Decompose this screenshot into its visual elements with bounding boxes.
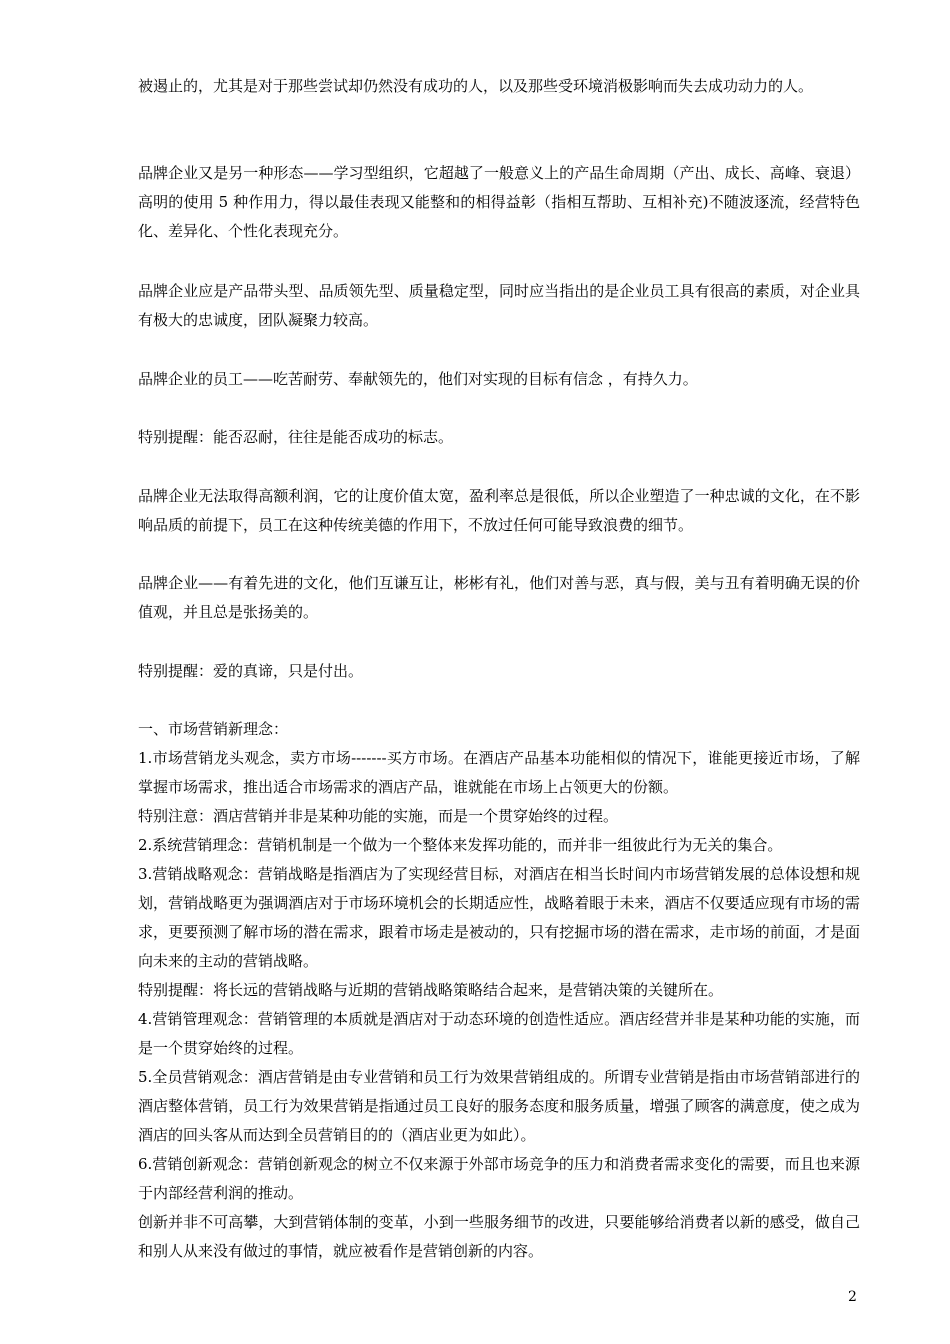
section-item-6: 6.营销创新观念：营销创新观念的树立不仅来源于外部市场竞争的压力和消费者需求变化的需要，而且也来源于内部经营利润的推动。	[138, 1155, 860, 1202]
paragraph-7: 品牌企业——有着先进的文化，他们互谦互让，彬彬有礼，他们对善与恶，真与假，美与丑有着明确无误的价值观，并且总是张扬美的。	[138, 574, 860, 621]
section-item-1: 1.市场营销龙头观念，卖方市场-------买方市场。在酒店产品基本功能相似的情况下，谁能更接近市场，了解掌握市场需求，推出适合市场需求的酒店产品，谁就能在市场上占领更大的份额。	[138, 749, 860, 796]
paragraph-2: 品牌企业又是另一种形态——学习型组织，它超越了一般意义上的产品生命周期（产出、成长、高峰、衰退）高明的使用 5 种作用力，得以最佳表现又能整和的相得益彰（指相互帮助、互相补充)不随波逐流，经营特色化、差异化、个性化表现充分。	[138, 164, 860, 240]
paragraph-3: 品牌企业应是产品带头型、品质领先型、质量稳定型，同时应当指出的是企业员工具有很高的素质，对企业具有极大的忠诚度，团队凝聚力较高。	[138, 282, 860, 329]
page-number: 2	[848, 1289, 857, 1305]
section-item-2: 2.系统营销理念：营销机制是一个做为一个整体来发挥功能的，而并非一组彼此行为无关的集合。	[138, 836, 783, 854]
section-note-2: 特别提醒：将长远的营销战略与近期的营销战略策略结合起来，是营销决策的关键所在。	[138, 981, 724, 999]
section-heading: 一、市场营销新理念：	[138, 720, 289, 738]
paragraph-5: 特别提醒：能否忍耐，往往是能否成功的标志。	[138, 428, 454, 446]
section-note-1: 特别注意：酒店营销并非是某种功能的实施，而是一个贯穿始终的过程。	[138, 807, 619, 825]
section-item-3: 3.营销战略观念：营销战略是指酒店为了实现经营目标，对酒店在相当长时间内市场营销发展的总体设想和规划，营销战略更为强调酒店对于市场环境机会的长期适应性，战略着眼于未来，酒店不仅要适应现有市场的需求，更要预测了解市场的潜在需求，跟着市场走是被动的，只有挖掘市场的潜在需求，走市场的前面，才是面向未来的主动的营销战略。	[138, 865, 860, 970]
paragraph-1: 被遏止的，尤其是对于那些尝试却仍然没有成功的人，以及那些受环境消极影响而失去成功动力的人。	[138, 77, 814, 95]
section-item-4: 4.营销管理观念：营销管理的本质就是酒店对于动态环境的创造性适应。酒店经营并非是某种功能的实施，而是一个贯穿始终的过程。	[138, 1010, 860, 1057]
section-closing: 创新并非不可高攀，大到营销体制的变革，小到一些服务细节的改进，只要能够给消费者以新的感受，做自己和别人从来没有做过的事情，就应被看作是营销创新的内容。	[138, 1213, 860, 1260]
paragraph-8: 特别提醒：爱的真谛，只是付出。	[138, 662, 364, 680]
paragraph-6: 品牌企业无法取得高额利润，它的让度价值太宽，盈利率总是很低，所以企业塑造了一种忠诚的文化，在不影响品质的前提下，员工在这种传统美德的作用下，不放过任何可能导致浪费的细节。	[138, 487, 860, 534]
section-item-5: 5.全员营销观念：酒店营销是由专业营销和员工行为效果营销组成的。所谓专业营销是指由市场营销部进行的酒店整体营销，员工行为效果营销是指通过员工良好的服务态度和服务质量，增强了顾客的满意度，使之成为酒店的回头客从而达到全员营销目的的（酒店业更为如此）。	[138, 1068, 860, 1144]
paragraph-4: 品牌企业的员工——吃苦耐劳、奉献领先的，他们对实现的目标有信念 ，有持久力。	[138, 370, 698, 388]
